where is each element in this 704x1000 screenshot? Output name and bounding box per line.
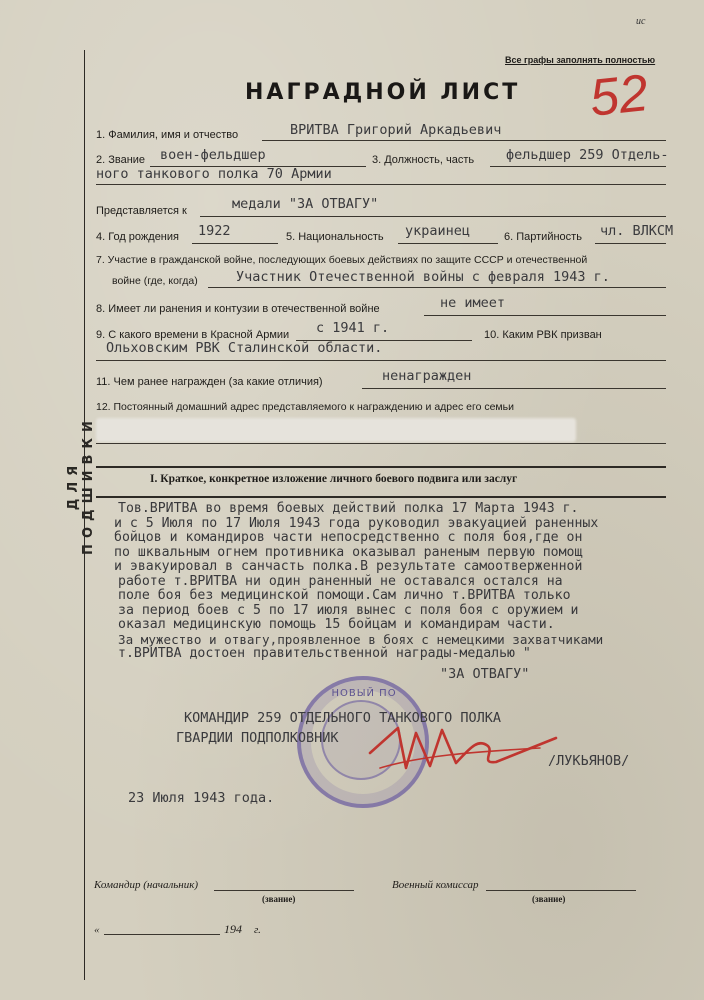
feat-line: и эвакуировал в санчасть полка.В результате самоотверженной <box>114 559 583 574</box>
field-6-label: 6. Партийность <box>504 231 582 243</box>
footer-commander-line <box>214 890 354 891</box>
field-3-value-cont: ного танкового полка 70 Армии <box>96 166 332 182</box>
field-2-label: 2. Звание <box>96 154 146 166</box>
footer-date-prefix: « <box>94 924 100 936</box>
footer-commissar-label: Военный комиссар <box>392 879 479 891</box>
feat-line: т.ВРИТВА достоен правительственной награды-медалью " <box>118 646 531 661</box>
feat-line: по шквальным огнем противника оказывал раненым первую помощ <box>114 544 583 560</box>
footer-date-suffix: г. <box>254 924 261 936</box>
section-title: I. Краткое, конкретное изложение личного боевого подвига или заслуг <box>150 473 518 485</box>
field-5-value: украинец <box>405 223 471 239</box>
field-1-underline <box>262 140 666 141</box>
field-7-value: Участник Отечественной войны с февраля 1943 г. <box>236 269 610 285</box>
field-12-label: 12. Постоянный домашний адрес представляемого к награждению и адрес его семьи <box>96 401 514 413</box>
field-7-label: 7. Участие в гражданской войне, последующих боевых действиях по защите СССР и отечественной <box>96 254 588 266</box>
feat-line: оказал медицинскую помощь 15 бойцам и командирам части. <box>118 617 555 632</box>
field-8-value: не имеет <box>440 295 506 311</box>
field-3-cont-underline <box>96 184 666 185</box>
feat-line: бойцов и командиров части непосредственно с поля боя,где он <box>114 530 583 545</box>
corner-mark: ис <box>636 16 646 27</box>
present-underline <box>200 216 666 217</box>
field-8-underline <box>424 315 666 316</box>
field-6-underline <box>595 243 666 244</box>
seal-text: НОВЫЙ ПО <box>331 688 397 699</box>
feat-line: За мужество и отвагу,проявленное в боях с немецкими захватчиками <box>118 631 604 647</box>
feat-description <box>114 501 704 662</box>
rank-line: ГВАРДИИ ПОДПОЛКОВНИК <box>176 730 339 746</box>
document-title: НАГРАДНОЙ ЛИСТ <box>245 80 521 105</box>
field-7-label-2: войне (где, когда) <box>112 275 198 287</box>
field-10-value: Ольховским РВК Сталинской области. <box>106 340 383 356</box>
field-11-underline <box>362 388 666 389</box>
field-10-label: 10. Каким РВК призван <box>484 329 602 341</box>
feat-line: за период боев с 5 по 17 июля вынес с поля боя с оружием и <box>118 602 579 618</box>
footer-commander-label: Командир (начальник) <box>94 879 199 891</box>
field-9-value: с 1941 г. <box>316 320 390 336</box>
feat-line: Тов.ВРИТВА во время боевых действий полка 17 Марта 1943 г. <box>118 501 579 516</box>
field-3-label: 3. Должность, часть <box>372 154 475 166</box>
field-7-underline <box>208 287 666 288</box>
field-8-label: 8. Имеет ли ранения и контузии в отечественной войне <box>96 303 380 315</box>
field-10-underline <box>96 360 666 361</box>
field-11-label: 11. Чем ранее награжден (за какие отличия) <box>96 376 323 388</box>
footer-commissar-line <box>486 890 636 891</box>
field-5-label: 5. Национальность <box>286 231 384 243</box>
field-6-value: чл. ВЛКСМ <box>600 223 674 239</box>
archive-number: 52 <box>587 64 651 128</box>
feat-line: работе т.ВРИТВА ни один раненный не оставался остался на <box>118 573 563 589</box>
field-4-underline <box>192 243 278 244</box>
field-11-value: ненагражден <box>382 368 472 384</box>
field-2-value: воен-фельдшер <box>160 147 266 163</box>
field-5-underline <box>398 243 498 244</box>
footer-date-line <box>104 934 220 935</box>
document-date: 23 Июля 1943 года. <box>128 790 275 806</box>
binding-side-label: ДЛЯ ПОДШИВКИ <box>66 415 96 555</box>
fill-note: Все графы заполнять полностью <box>505 55 656 65</box>
commander-line: КОМАНДИР 259 ОТДЕЛЬНОГО ТАНКОВОГО ПОЛКА <box>184 710 501 726</box>
field-4-label: 4. Год рождения <box>96 231 179 243</box>
award-line: "ЗА ОТВАГУ" <box>440 666 530 682</box>
footer-date-year: 194 <box>224 922 242 936</box>
redacted-address <box>96 418 576 442</box>
field-3-underline <box>490 166 666 167</box>
field-1-label: 1. Фамилия, имя и отчество <box>96 129 239 141</box>
field-3-value: фельдшер 259 Отдель- <box>506 147 669 163</box>
field-1-value: ВРИТВА Григорий Аркадьевич <box>290 122 502 138</box>
field-9-label: 9. С какого времени в Красной Армии <box>96 329 290 341</box>
footer-rank-hint-1: (звание) <box>262 894 296 904</box>
feat-line: и с 5 Июля по 17 Июля 1943 года руководил эвакуацией раненных <box>114 515 599 531</box>
footer-rank-hint-2: (звание) <box>532 894 566 904</box>
present-value: медали "ЗА ОТВАГУ" <box>232 196 379 212</box>
handwritten-signature <box>360 708 560 788</box>
feat-line: поле боя без медицинской помощи.Сам лично т.ВРИТВА только <box>118 588 571 603</box>
field-4-value: 1922 <box>198 223 231 239</box>
field-12-underline <box>96 443 666 444</box>
present-label: Представляется к <box>96 205 187 217</box>
commander-name: /ЛУКЬЯНОВ/ <box>548 753 630 769</box>
